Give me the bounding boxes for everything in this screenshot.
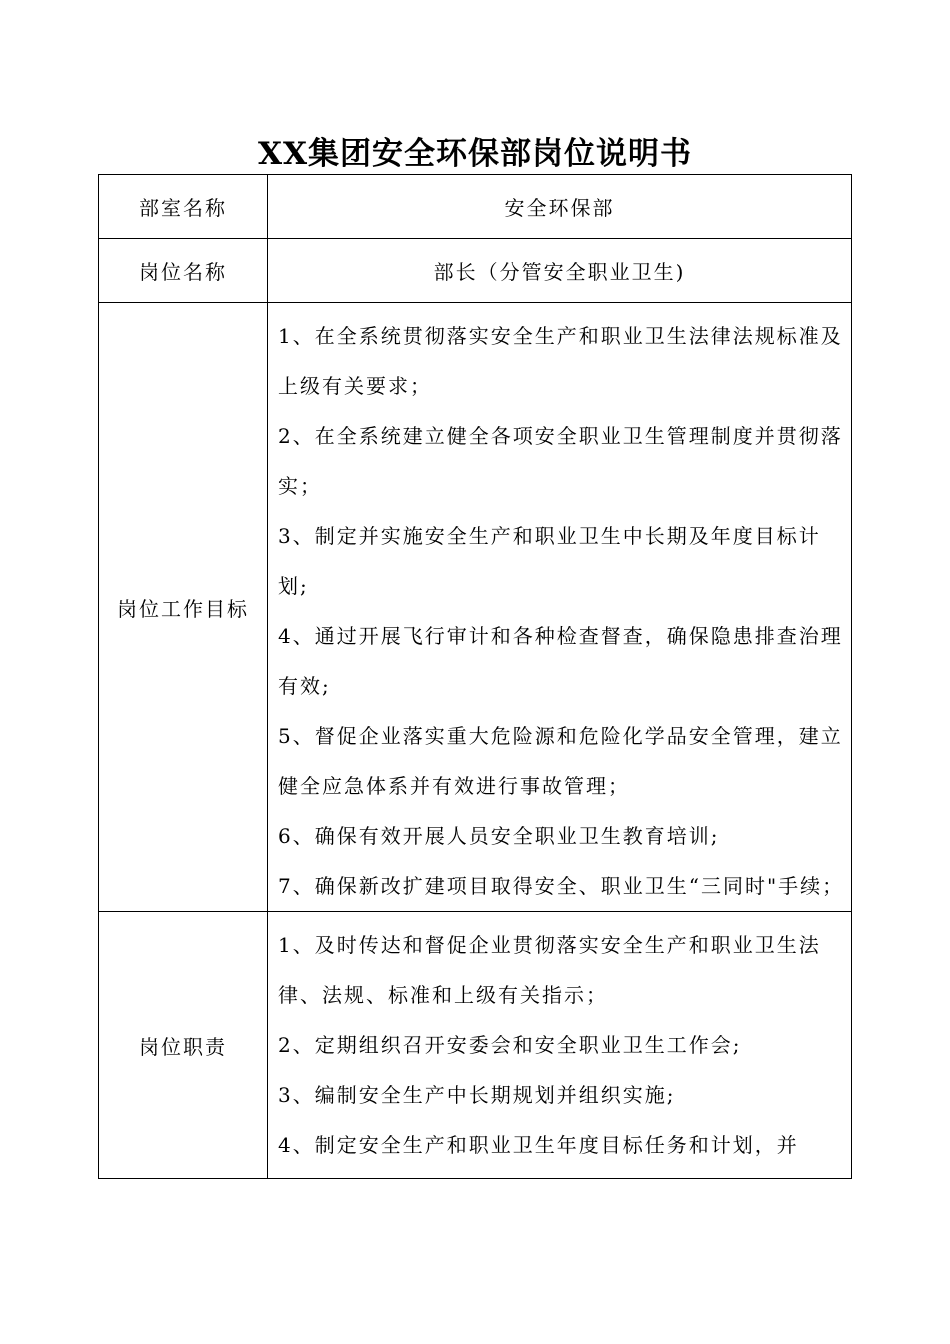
duties-list xyxy=(268,912,852,1179)
table-row-department xyxy=(99,175,852,239)
table-row-goals xyxy=(99,303,852,912)
goals-list xyxy=(268,303,852,912)
goal-item: 3、制定并实施安全生产和职业卫生中长期及年度目标计划; xyxy=(278,524,821,598)
duty-item: 1、及时传达和督促企业贯彻落实安全生产和职业卫生法律、法规、标准和上级有关指示； xyxy=(278,933,821,1007)
goal-item: 5、督促企业落实重大危险源和危险化学品安全管理，建立健全应急体系并有效进行事故管理； xyxy=(278,724,843,798)
duties-label: 岗位职责 xyxy=(99,912,268,1179)
duty-item: 3、编制安全生产中长期规划并组织实施; xyxy=(278,1083,676,1107)
goal-item: 4、通过开展飞行审计和各种检查督查，确保隐患排查治理有效; xyxy=(278,624,843,698)
department-label: 部室名称 xyxy=(99,175,268,239)
department-value: 安全环保部 xyxy=(268,175,852,239)
duty-item: 2、定期组织召开安委会和安全职业卫生工作会; xyxy=(278,1033,742,1057)
position-label: 岗位名称 xyxy=(99,239,268,303)
table-row-duties xyxy=(99,912,852,1179)
goal-item: 7、确保新改扩建项目取得安全、职业卫生“三同时"手续； xyxy=(278,874,845,898)
goal-item: 1、在全系统贯彻落实安全生产和职业卫生法律法规标准及上级有关要求； xyxy=(278,324,843,398)
goals-label: 岗位工作目标 xyxy=(99,303,268,912)
goal-item: 2、在全系统建立健全各项安全职业卫生管理制度并贯彻落实； xyxy=(278,424,843,498)
document-title: XX集团安全环保部岗位说明书 xyxy=(257,136,693,172)
job-description-table xyxy=(98,174,852,1179)
duty-item: 4、制定安全生产和职业卫生年度目标任务和计划，并 xyxy=(278,1133,799,1157)
table-row-position xyxy=(99,239,852,303)
goal-item: 6、确保有效开展人员安全职业卫生教育培训; xyxy=(278,824,720,848)
position-value: 部长（分管安全职业卫生) xyxy=(268,239,852,303)
